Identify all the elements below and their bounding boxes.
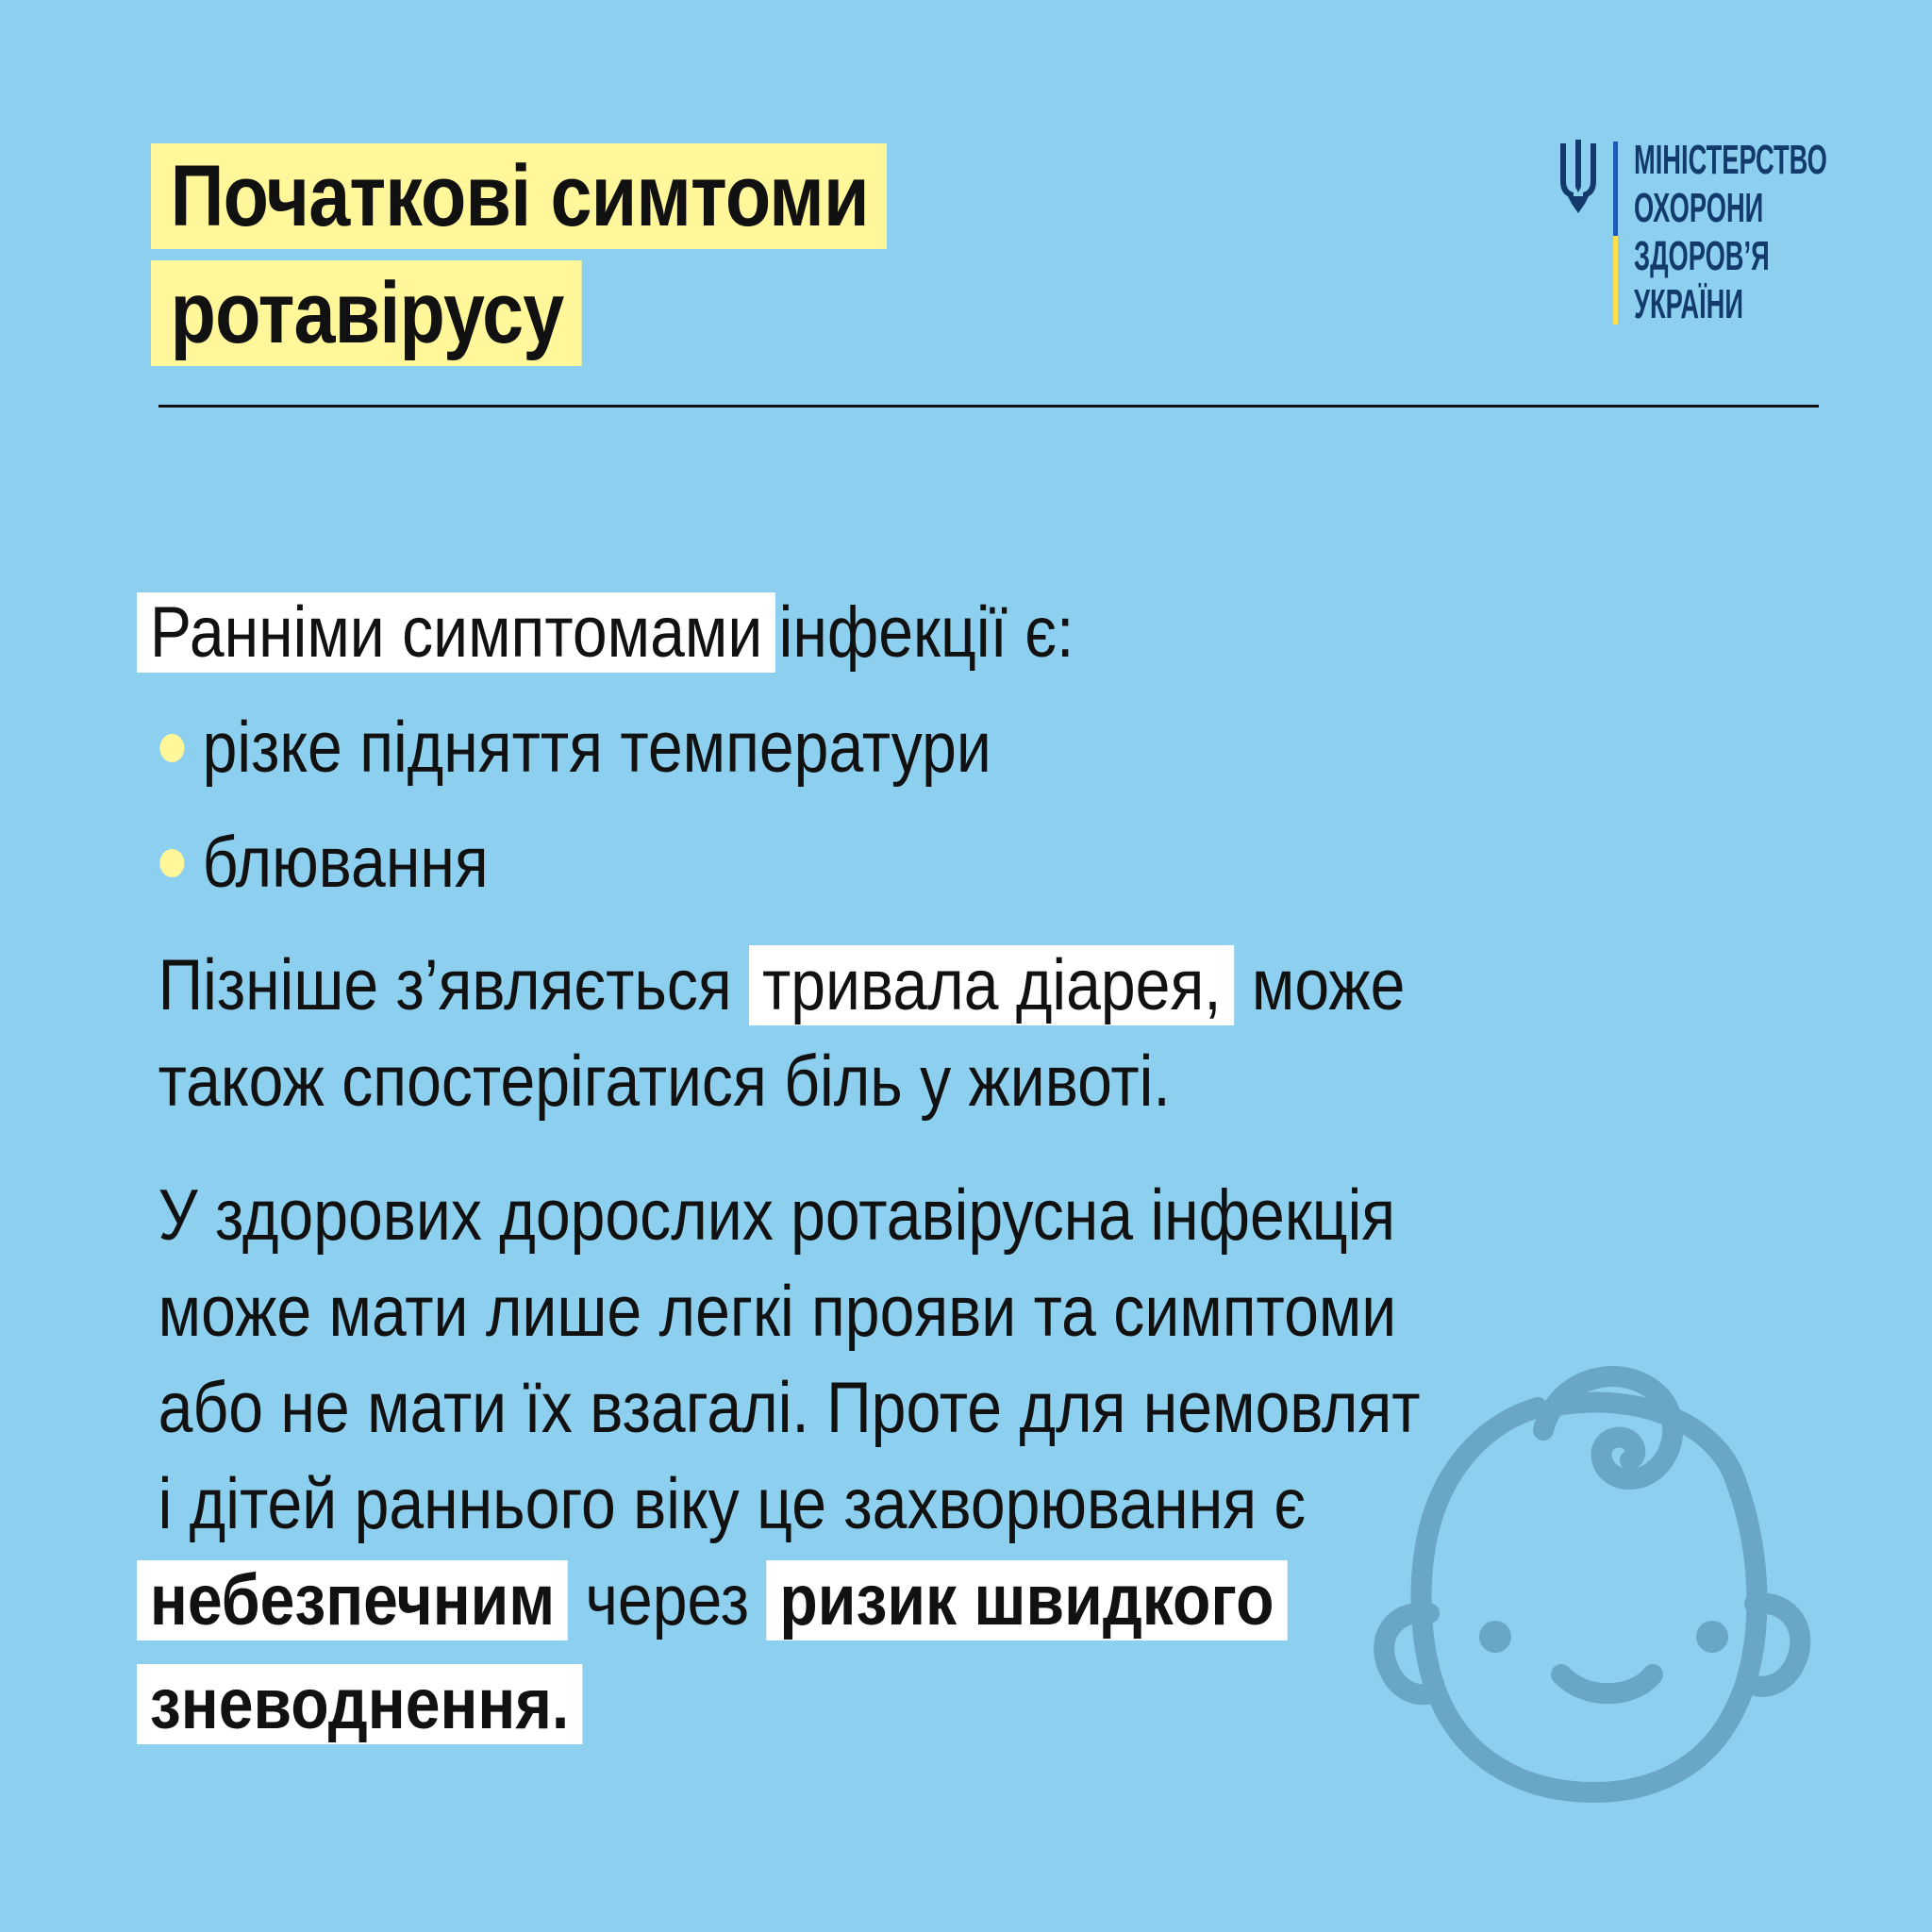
paragraph-1 — [137, 938, 1421, 1130]
title-block — [151, 143, 1007, 366]
baby-face-icon — [1340, 1340, 1868, 1811]
bullet-text: різке підняття температури — [202, 708, 991, 788]
paragraph-2-line-4: і дітей раннього віку це захворювання є — [158, 1464, 1307, 1544]
paragraph-2-line-3: або не мати їх взагалі. Проте для немовлят — [158, 1368, 1421, 1448]
logo-blue-bar — [1613, 142, 1618, 236]
paragraph-2-mid: через — [585, 1560, 750, 1641]
page-title-line-2: ротавірусу — [151, 260, 581, 366]
paragraph-1-after: може — [1251, 945, 1406, 1025]
bullet-text: блювання — [202, 823, 489, 903]
intro-highlight: Ранніми симптомами — [137, 592, 775, 673]
paragraph-1-highlight: тривала діарея, — [749, 945, 1234, 1025]
divider — [158, 405, 1819, 408]
intro-rest: інфекції є: — [778, 592, 1074, 673]
risk-highlight: ризик швидкого — [766, 1560, 1287, 1641]
logo-line-2: ОХОРОНИ — [1634, 185, 1764, 231]
list-item — [137, 700, 1421, 796]
paragraph-1-line-2: також спостерігатися біль у животі. — [158, 1041, 1171, 1122]
paragraph-1-before: Пізніше з’являється — [158, 945, 732, 1025]
logo-text — [1634, 136, 1827, 328]
paragraph-2-line-1: У здорових дорослих ротавірусна інфекція — [158, 1175, 1396, 1256]
paragraph-2 — [137, 1168, 1421, 1753]
page-title-line-1: Початкові симтоми — [151, 143, 887, 249]
danger-highlight: небезпечним — [137, 1560, 568, 1641]
logo-yellow-bar — [1613, 236, 1618, 325]
body-text — [137, 585, 1421, 1753]
bullet-dot-icon — [159, 734, 184, 762]
intro-line — [137, 585, 1421, 681]
bullet-dot-icon — [159, 849, 184, 877]
logo-line-3: ЗДОРОВ’Я — [1634, 233, 1770, 279]
ministry-logo — [1557, 137, 1840, 328]
list-item — [137, 815, 1421, 911]
logo-line-4: УКРАЇНИ — [1634, 281, 1743, 327]
logo-line-1: МІНІСТЕРСТВО — [1634, 137, 1827, 183]
dehydration-highlight: зневоднення. — [137, 1664, 582, 1744]
trident-icon — [1557, 140, 1600, 215]
paragraph-2-line-2: може мати лише легкі прояви та симптоми — [158, 1272, 1397, 1352]
